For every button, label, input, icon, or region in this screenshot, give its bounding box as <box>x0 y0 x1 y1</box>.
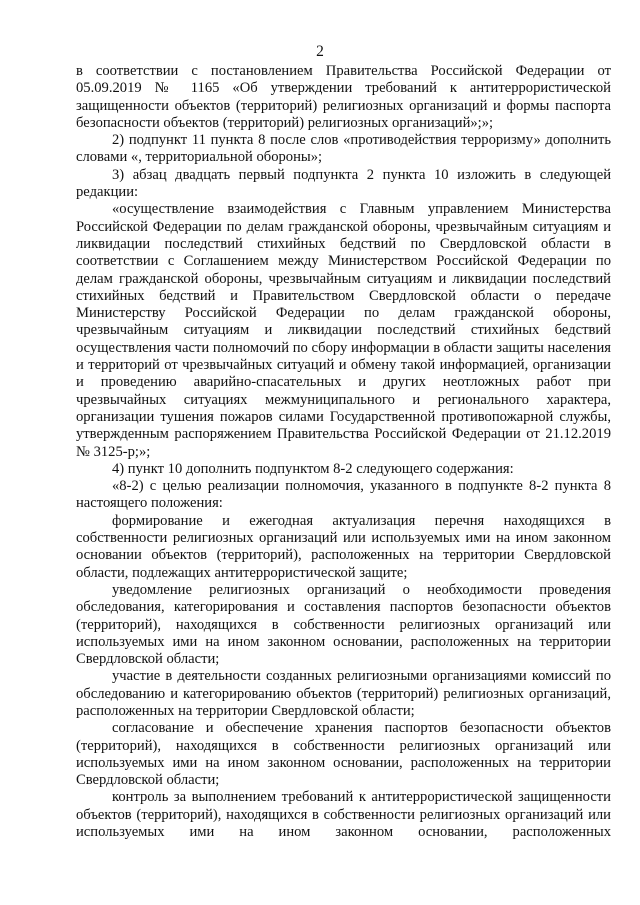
paragraph-formation: формирование и ежегодная актуализация перечня находящихся в собственности религиозных организаций или используемых ими на ином законном основании объектов (территорий), расположенных на территории Свердловской области, подлежащих антитеррористической защите; <box>76 512 611 581</box>
page-number: 2 <box>316 43 324 60</box>
paragraph-quoted-text: «осуществление взаимодействия с Главным управлением Министерства Российской Федерации по делам гражданской обороны, чрезвычайным ситуациям и ликвидации последствий стихийных бедствий по Свердловской области в соответствии с Соглашением между Министерством Российской Федерации по делам гражданской обороны, чрезвычайным ситуациям и ликвидации последствий стихийных бедствий и Правительством Свердловской области о передаче Министерству Российской Федерации по делам гражданской обороны, чрезвычайным ситуациям и ликвидации последствий стихийных бедствий осуществления части полномочий по сбору информации в области защиты населения и территорий от чрезвычайных ситуаций и обмену такой информацией, организации и проведению аварийно-спасательных и других неотложных работ при чрезвычайных ситуациях межмуниципального и регионального характера, организации тушения пожаров силами Государственной противопожарной службы, утвержденным распоряжением Правительства Российской Федерации от 21.12.2019 № 3125-р;»; <box>76 201 611 460</box>
document-body <box>76 63 611 841</box>
paragraph-control: контроль за выполнением требований к антитеррористической защищенности объектов (территорий), находящихся в собственности религиозных организаций или используемых ими на ином законном основании, расположенных <box>76 789 611 841</box>
paragraph-notification: уведомление религиозных организаций о необходимости проведения обследования, категорирования и составления паспортов безопасности объектов (территорий), находящихся в собственности религиозных организаций или используемых ими на ином законном основании, расположенных на территории Свердловской области; <box>76 581 611 668</box>
paragraph-continuation: в соответствии с постановлением Правительства Российской Федерации от 05.09.2019 № 1165 «Об утверждении требований к антитеррористической защищенности объектов (территорий) религиозных организаций и формы паспорта безопасности объектов (территорий) религиозных организаций»;»; <box>76 63 611 131</box>
paragraph-subitem-8-2: «8-2) с целью реализации полномочия, указанного в подпункте 8-2 пункта 8 настоящего положения: <box>76 478 611 512</box>
paragraph-approval: согласование и обеспечение хранения паспортов безопасности объектов (территорий), находящихся в собственности религиозных организаций или используемых ими на ином законном основании, расположенных на территории Свердловской области; <box>76 720 611 789</box>
paragraph-item-2: 2) подпункт 11 пункта 8 после слов «противодействия терроризму» дополнить словами «, территориальной обороны»; <box>76 132 611 166</box>
paragraph-item-4: 4) пункт 10 дополнить подпунктом 8-2 следующего содержания: <box>112 460 514 477</box>
paragraph-item-3: 3) абзац двадцать первый подпункта 2 пункта 10 изложить в следующей редакции: <box>76 166 611 201</box>
paragraph-participation: участие в деятельности созданных религиозными организациями комиссий по обследованию и категорированию объектов (территорий) религиозных организаций, расположенных на территории Свердловской области; <box>76 668 611 719</box>
